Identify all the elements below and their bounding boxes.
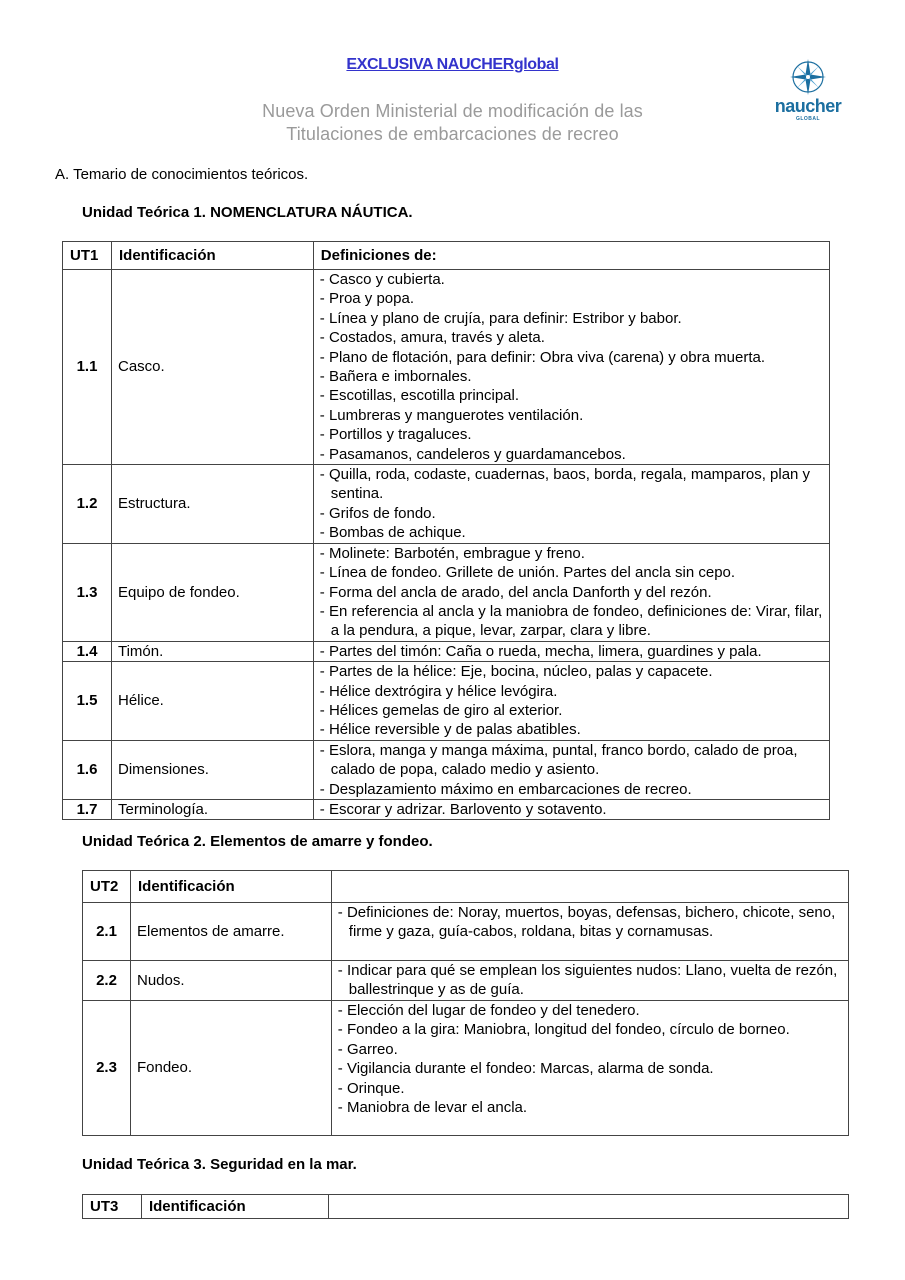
row-number: 2.1 [83,903,131,961]
row-identification: Elementos de amarre. [130,903,331,961]
header-cell: UT2 [83,871,131,903]
definition-item: - Bombas de achique. [319,524,466,542]
header-cell: UT1 [63,242,112,270]
definition-item: - Forma del ancla de arado, del ancla Danforth y del rezón. [319,583,712,601]
definition-item: - Vigilancia durante el fondeo: Marcas, alarma de sonda. [337,1060,714,1078]
table-header-row [83,871,849,903]
header-cell: Identificación [111,242,313,270]
table-row [63,662,830,741]
row-number: 1.2 [63,465,112,544]
header-cell: Identificación [130,871,331,903]
row-identification: Fondeo. [130,1001,331,1136]
row-number: 1.1 [63,270,112,465]
definition-item: - Pasamanos, candeleros y guardamancebos. [319,445,626,463]
exclusive-header-link[interactable]: EXCLUSIVA NAUCHERglobal [346,56,559,73]
compass-rose-icon [789,58,827,96]
row-identification: Casco. [111,270,313,465]
table-row [83,1001,849,1136]
definition-item: - Hélice dextrógira y hélice levógira. [319,682,558,700]
naucher-logo [762,58,854,124]
table-row [63,465,830,544]
table-row [63,543,830,641]
definition-item: - Maniobra de levar el ancla. [337,1099,528,1117]
definition-item: - Hélice reversible y de palas abatibles. [319,721,581,739]
definition-item: - Línea de fondeo. Grillete de unión. Partes del ancla sin cepo. [319,564,736,582]
row-number: 2.2 [83,961,131,1001]
table-row [63,270,830,465]
ut3-table [82,1194,849,1219]
definition-item: - Garreo. [337,1040,398,1058]
definition-item: - Desplazamiento máximo en embarcaciones de recreo. [319,780,692,798]
row-number: 1.3 [63,543,112,641]
definition-item: - Bañera e imbornales. [319,368,472,386]
definition-item: - Eslora, manga y manga máxima, puntal, franco bordo, calado de proa, calado de popa, calado medio y asiento. [319,741,798,779]
header-cell [331,871,848,903]
table-header-row [63,242,830,270]
section-title: A. Temario de conocimientos teóricos. [55,166,309,183]
row-number: 1.5 [63,662,112,741]
row-definitions [331,961,848,1001]
definition-item: - Casco y cubierta. [319,271,445,288]
definition-item: - Hélices gemelas de giro al exterior. [319,701,563,719]
definition-item: - Partes del timón: Caña o rueda, mecha, limera, guardines y pala. [319,642,762,660]
row-identification: Terminología. [111,799,313,819]
definition-item: - Elección del lugar de fondeo y del tenedero. [337,1002,640,1019]
table-row [83,961,849,1001]
row-identification: Timón. [111,641,313,661]
definition-item: - Proa y popa. [319,290,414,308]
header-cell [328,1195,848,1219]
subtitle-line-1: Nueva Orden Ministerial de modificación de las [262,101,643,121]
row-definitions [313,641,829,661]
table-row [63,641,830,661]
definition-item: - Escorar y adrizar. Barlovento y sotavento. [319,800,607,818]
definition-item: - Portillos y tragaluces. [319,426,472,444]
logo-subtext: GLOBAL [795,116,821,122]
row-number: 2.3 [83,1001,131,1136]
row-definitions [313,662,829,741]
row-identification: Nudos. [130,961,331,1001]
definition-item: - Escotillas, escotilla principal. [319,387,520,405]
definition-item: - Grifos de fondo. [319,504,436,522]
header-cell: Definiciones de: [313,242,829,270]
row-definitions [313,270,829,465]
definition-item: - Molinete: Barbotén, embrague y freno. [319,544,585,562]
document-subtitle [200,100,705,146]
header-cell: UT3 [83,1195,142,1219]
row-number: 1.4 [63,641,112,661]
ut1-title: Unidad Teórica 1. NOMENCLATURA NÁUTICA. [82,204,413,221]
table-row [63,740,830,799]
header-cell: Identificación [141,1195,328,1219]
row-definitions [313,465,829,544]
definition-item: - Lumbreras y manguerotes ventilación. [319,406,584,424]
definition-item: - Línea y plano de crujía, para definir: Estribor y babor. [319,309,682,327]
ut3-title: Unidad Teórica 3. Seguridad en la mar. [82,1156,357,1173]
row-definitions [313,740,829,799]
row-identification: Hélice. [111,662,313,741]
row-identification: Estructura. [111,465,313,544]
definition-item: - Definiciones de: Noray, muertos, boyas, defensas, bichero, chicote, seno, firme y gaza, guía-cabos, roldana, bitas y cornamusas. [337,904,836,941]
row-identification: Equipo de fondeo. [111,543,313,641]
definition-item: - Costados, amura, través y aleta. [319,329,545,347]
row-identification: Dimensiones. [111,740,313,799]
row-definitions [331,903,848,961]
table-row [83,903,849,961]
row-number: 1.6 [63,740,112,799]
row-definitions [331,1001,848,1136]
row-definitions [313,799,829,819]
subtitle-line-2: Titulaciones de embarcaciones de recreo [286,124,619,144]
ut2-title: Unidad Teórica 2. Elementos de amarre y fondeo. [82,833,433,850]
ut1-table [62,241,830,820]
row-definitions [313,543,829,641]
logo-wordmark: naucher [774,96,842,116]
row-number: 1.7 [63,799,112,819]
definition-item: - En referencia al ancla y la maniobra de fondeo, definiciones de: Virar, filar, a la pendura, a pique, levar, zarpar, clara y libre. [319,602,823,640]
ut2-table [82,870,849,1136]
definition-item: - Indicar para qué se emplean los siguientes nudos: Llano, vuelta de rezón, ballestrinque y as de guía. [337,962,838,999]
definition-item: - Fondeo a la gira: Maniobra, longitud del fondeo, círculo de borneo. [337,1021,790,1039]
definition-item: - Quilla, roda, codaste, cuadernas, baos, borda, regala, mamparos, plan y sentina. [319,466,811,503]
definition-item: - Plano de flotación, para definir: Obra viva (carena) y obra muerta. [319,348,765,366]
table-row [63,799,830,819]
table-header-row [83,1195,849,1219]
definition-item: - Partes de la hélice: Eje, bocina, núcleo, palas y capacete. [319,663,713,681]
definition-item: - Orinque. [337,1079,405,1097]
